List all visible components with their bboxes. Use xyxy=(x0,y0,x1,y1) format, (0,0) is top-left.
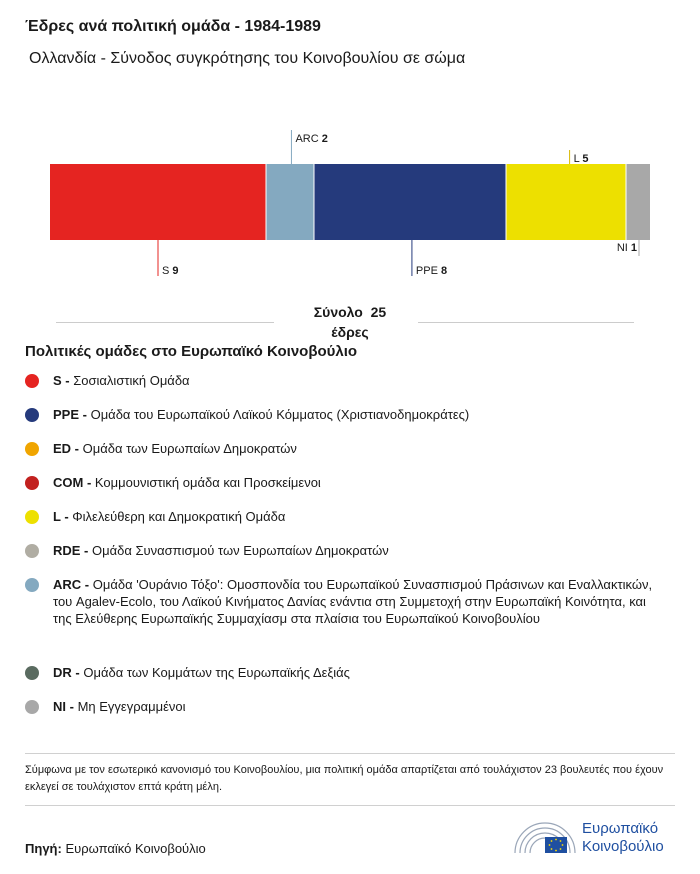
footnote: Σύμφωνα με τον εσωτερικό κανονισμό του Κοινοβουλίου, μια πολιτική ομάδα απαρτίζεται από τουλάχιστον 23 βουλευτές που έχουν εκλεγεί σε τουλάχιστον επτά κράτη μέλη. xyxy=(25,764,664,793)
legend-desc: Μη Εγγεγραμμένοι xyxy=(77,699,186,714)
legend-desc: Ομάδα των Κομμάτων της Ευρωπαϊκής Δεξιάς xyxy=(83,665,350,680)
legend-dot-icon xyxy=(25,700,39,714)
data-label-ni: NI 1 xyxy=(616,242,637,254)
legend-text xyxy=(53,372,665,389)
divider-bottom xyxy=(25,805,675,806)
total-label: Σύνολο xyxy=(313,304,363,320)
legend-dot-icon xyxy=(25,510,39,524)
legend-text xyxy=(53,698,665,715)
source-text: Ευρωπαϊκό Κοινοβούλιο xyxy=(65,841,206,856)
legend-dot-icon xyxy=(25,408,39,422)
legend-desc: Ομάδα Συνασπισμού των Ευρωπαίων Δημοκρατών xyxy=(92,543,389,558)
chart-title: Έδρες ανά πολιτική ομάδα - 1984-1989 xyxy=(25,18,321,35)
total-divider-right xyxy=(418,322,634,323)
legend-text xyxy=(53,664,665,681)
data-label-arc: ARC 2 xyxy=(295,133,328,145)
bar-segment-ni xyxy=(626,164,650,240)
data-label-s: S 9 xyxy=(162,265,179,277)
legend-desc: Ομάδα του Ευρωπαϊκού Λαϊκού Κόμματος (Χριστιανοδημοκράτες) xyxy=(90,407,470,422)
seats-bar-chart xyxy=(0,130,700,280)
legend-code: PPE - xyxy=(53,407,91,422)
bar-segment-s xyxy=(50,164,266,240)
chart-subtitle: Ολλανδία - Σύνοδος συγκρότησης του Κοινοβουλίου σε σώμα xyxy=(29,50,466,67)
legend-code: DR - xyxy=(53,665,84,680)
legend-desc: Φιλελεύθερη και Δημοκρατική Ομάδα xyxy=(72,509,286,524)
legend-text xyxy=(53,542,665,559)
bar-segment-arc xyxy=(266,164,314,240)
source-line xyxy=(25,841,206,856)
legend-text xyxy=(53,440,665,457)
legend-desc: Σοσιαλιστική Ομάδα xyxy=(73,373,190,388)
european-parliament-logo xyxy=(512,815,682,860)
legend-dot-icon xyxy=(25,476,39,490)
bar-segment-l xyxy=(506,164,626,240)
source-label: Πηγή: xyxy=(25,841,62,856)
legend-dot-icon xyxy=(25,578,39,592)
logo-text xyxy=(582,820,664,856)
logo-line-2: Κοινοβούλιο xyxy=(582,838,664,855)
legend-dot-icon xyxy=(25,442,39,456)
legend-desc: Ομάδα των Ευρωπαίων Δημοκρατών xyxy=(82,441,297,456)
legend-dot-icon xyxy=(25,374,39,388)
total-unit: έδρες xyxy=(331,324,369,340)
legend-text xyxy=(53,576,665,627)
legend-dot-icon xyxy=(25,544,39,558)
legend-code: ARC - xyxy=(53,577,93,592)
bar-segment-ppe xyxy=(314,164,506,240)
divider-top xyxy=(25,753,675,754)
legend-code: NI - xyxy=(53,699,78,714)
legend-desc: Ομάδα 'Ουράνιο Τόξο': Ομοσπονδία του Ευρωπαϊκού Συνασπισμού Πράσινων και Εναλλακτικών, του Agalev-Ecolo, του Λαϊκού Κινήματος Δανίας ενάντια στη Συμμετοχή στην Ευρωπαϊκή Κοινότητα, και της Ελεύθερης Ευρωπαϊκής Συμμαχίασμ στα πλαίσια του Ευρωπαϊκού Κοινοβουλίου xyxy=(53,577,653,626)
logo-line-1: Ευρωπαϊκό xyxy=(582,820,659,837)
legend-code: L - xyxy=(53,509,73,524)
total-divider-left xyxy=(56,322,274,323)
legend-code: RDE - xyxy=(53,543,92,558)
legend-text xyxy=(53,406,665,423)
data-label-l: L 5 xyxy=(573,153,589,165)
total-value: 25 xyxy=(370,304,387,320)
legend-code: ED - xyxy=(53,441,83,456)
legend-desc: Κομμουνιστική ομάδα και Προσκείμενοι xyxy=(94,475,321,490)
parliament-hemicycle-icon xyxy=(512,817,578,857)
legend-text xyxy=(53,508,665,525)
legend-code: COM - xyxy=(53,475,95,490)
legend-text xyxy=(53,474,665,491)
data-label-ppe: PPE 8 xyxy=(415,265,448,277)
legend-code: S - xyxy=(53,373,74,388)
legend-dot-icon xyxy=(25,666,39,680)
legend-title: Πολιτικές ομάδες στο Ευρωπαϊκό Κοινοβούλιο xyxy=(25,343,358,360)
total-seats xyxy=(280,302,420,342)
